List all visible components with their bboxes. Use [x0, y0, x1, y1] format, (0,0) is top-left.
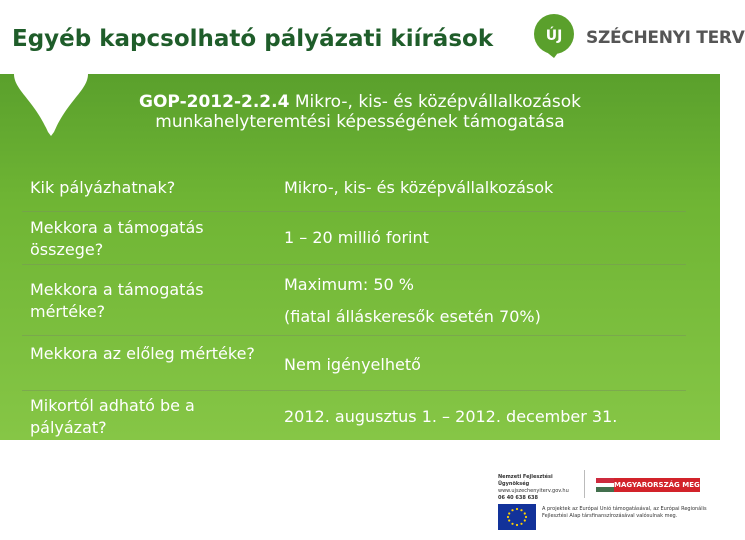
- agency-name: Nemzeti Fejlesztési Ügynökség: [498, 474, 553, 487]
- uj-szechenyi-badge-icon: [530, 12, 578, 60]
- table-row: [22, 265, 686, 336]
- table-row: [22, 336, 686, 391]
- row-question: Mekkora a támogatás összege?: [30, 218, 204, 259]
- logo-badge-text: ÚJ: [545, 28, 563, 44]
- table-row: [22, 391, 686, 443]
- szechenyi-terv-logo: [530, 8, 745, 70]
- program-code: GOP-2012-2.2.4: [139, 92, 290, 112]
- table-row: [22, 212, 686, 265]
- row-answer: Mikro-, kis- és középvállalkozások: [284, 178, 554, 197]
- agency-phone: 06 40 638 638: [498, 495, 539, 501]
- magyarorszag-megujul-badge: MAGYARORSZÁG MEGÚJUL: [614, 478, 700, 492]
- program-heading: [60, 92, 660, 132]
- slide-title: Egyéb kapcsolható pályázati kiírások: [12, 26, 494, 52]
- row-answer: Nem igényelhető: [284, 355, 421, 374]
- row-answer: 2012. augusztus 1. – 2012. december 31.: [284, 407, 618, 426]
- row-question: Kik pályázhatnak?: [30, 178, 176, 197]
- agency-url: www.ujszechenyiterv.gov.hu: [498, 488, 569, 494]
- hungarian-flag-icon: [596, 478, 614, 492]
- footer-divider: [584, 470, 585, 498]
- program-title-line1: Mikro-, kis- és középvállalkozások: [294, 92, 581, 112]
- program-title-line2: munkahelyteremtési képességének támogatása: [155, 112, 565, 132]
- agency-info: [498, 474, 578, 502]
- row-answer: 1 – 20 millió forint: [284, 228, 429, 247]
- row-answer-extra: (fiatal álláskeresők esetén 70%): [284, 307, 541, 326]
- row-question: Mekkora az előleg mértéke?: [30, 344, 255, 363]
- row-answer: Maximum: 50 %: [284, 275, 414, 294]
- row-question: Mikortól adható be a pályázat?: [30, 396, 195, 437]
- row-question: Mekkora a támogatás mértéke?: [30, 280, 204, 321]
- eu-funding-text: A projektek az Európai Unió támogatásával, az Európai Regionális Fejlesztési Alap társfinanszírozásával valósulnak meg.: [542, 506, 707, 519]
- table-row: [22, 175, 686, 212]
- logo-text: SZÉCHENYI TERV: [586, 28, 745, 48]
- eu-flag-icon: [498, 504, 536, 530]
